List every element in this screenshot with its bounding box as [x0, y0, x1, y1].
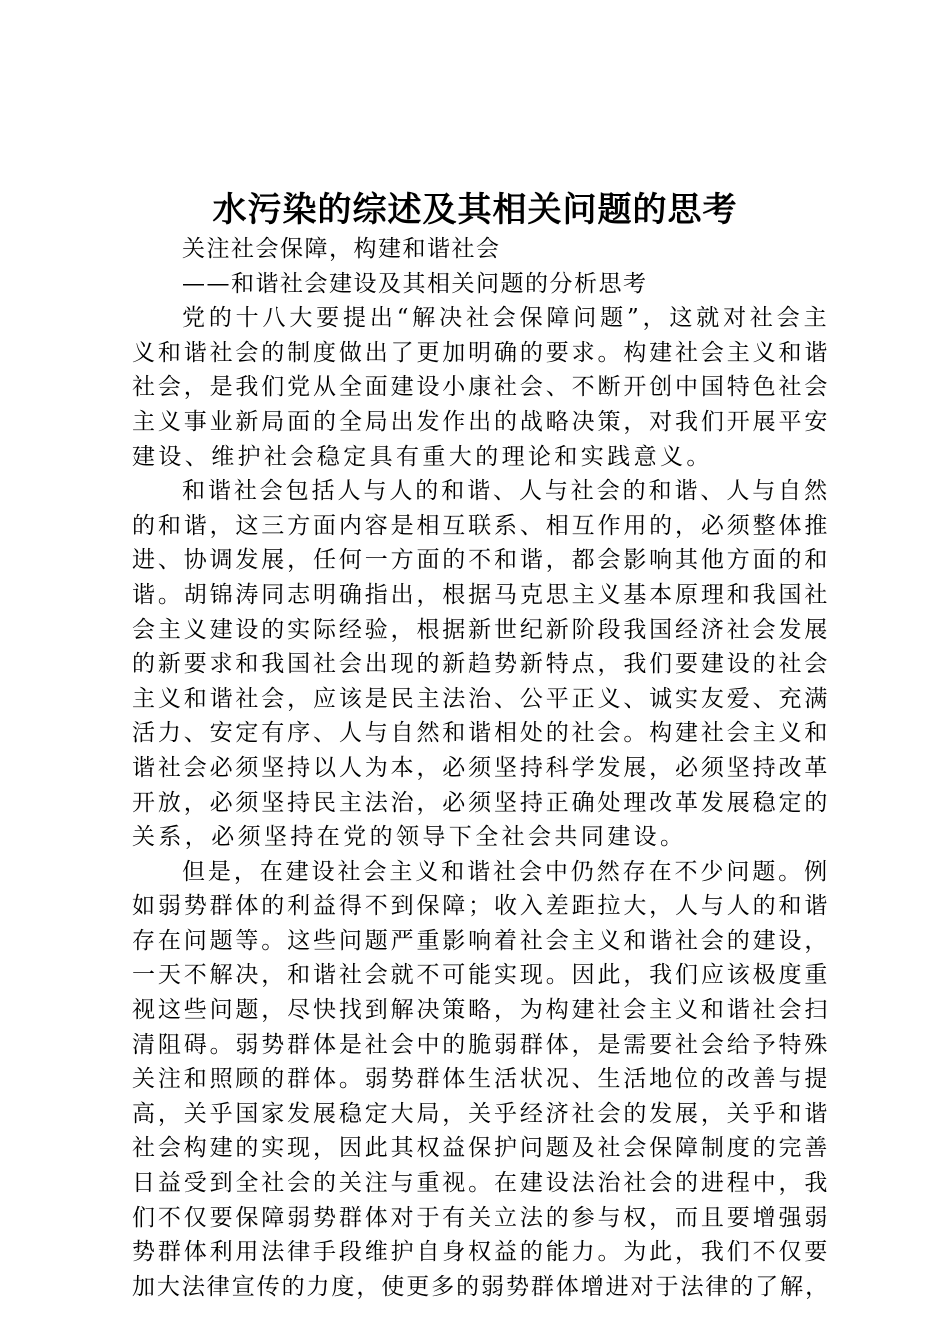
text-line: 和谐社会包括人与人的和谐、人与社会的和谐、人与自然: [182, 478, 830, 505]
text-line: 进、协调发展，任何一方面的不和谐，都会影响其他方面的和: [132, 547, 830, 574]
text-line: 视这些问题，尽快找到解决策略，为构建社会主义和谐社会扫: [132, 997, 830, 1024]
text-line: 关注社会保障，构建和谐社会: [182, 236, 501, 262]
text-line: 谐社会必须坚持以人为本，必须坚持科学发展，必须坚持改革: [132, 754, 830, 781]
text-line: 势群体利用法律手段维护自身权益的能力。为此，我们不仅要: [132, 1239, 830, 1266]
text-line: 但是，在建设社会主义和谐社会中仍然存在不少问题。例: [182, 858, 830, 885]
text-line: 关系，必须坚持在党的领导下全社会共同建设。: [132, 824, 687, 851]
text-line: ——和谐社会建设及其相关问题的分析思考: [182, 270, 648, 297]
text-line: 主义事业新局面的全局出发作出的战略决策，对我们开展平安: [132, 408, 830, 435]
text-line: 会主义建设的实际经验，根据新世纪新阶段我国经济社会发展: [132, 616, 830, 643]
text-line: 建设、维护社会稳定具有重大的理论和实践意义。: [132, 443, 713, 470]
text-line: 社会构建的实现，因此其权益保护问题及社会保障制度的完善: [132, 1135, 830, 1162]
text-line: 主义和谐社会，应该是民主法治、公平正义、诚实友爱、充满: [132, 685, 830, 712]
text-line: 社会，是我们党从全面建设小康社会、不断开创中国特色社会: [132, 374, 830, 401]
text-line: 开放，必须坚持民主法治，必须坚持正确处理改革发展稳定的: [132, 789, 830, 816]
text-line: 的新要求和我国社会出现的新趋势新特点，我们要建设的社会: [132, 651, 830, 678]
text-line: 一天不解决，和谐社会就不可能实现。因此，我们应该极度重: [132, 962, 830, 989]
text-line: 们不仅要保障弱势群体对于有关立法的参与权，而且要增强弱: [132, 1204, 830, 1231]
text-line: 党的十八大要提出“解决社会保障问题”，这就对社会主: [182, 305, 830, 332]
text-line: 谐。胡锦涛同志明确指出，根据马克思主义基本原理和我国社: [132, 581, 830, 608]
text-line: 高，关乎国家发展稳定大局，关乎经济社会的发展，关乎和谐: [132, 1100, 830, 1127]
text-line: 关注和照顾的群体。弱势群体生活状况、生活地位的改善与提: [132, 1066, 830, 1093]
text-line: 日益受到全社会的关注与重视。在建设法治社会的进程中，我: [132, 1170, 830, 1197]
text-line: 活力、安定有序、人与自然和谐相处的社会。构建社会主义和: [132, 720, 830, 747]
text-line: 加大法律宣传的力度，使更多的弱势群体增进对于法律的了解，: [132, 1273, 830, 1300]
document-title: 水污染的综述及其相关问题的思考: [212, 190, 738, 230]
text-line: 义和谐社会的制度做出了更加明确的要求。构建社会主义和谐: [132, 339, 830, 366]
text-line: 如弱势群体的利益得不到保障；收入差距拉大，人与人的和谐: [132, 893, 830, 920]
document-body: [132, 232, 830, 1304]
text-line: 清阻碍。弱势群体是社会中的脆弱群体，是需要社会给予特殊: [132, 1031, 830, 1058]
text-line: 的和谐，这三方面内容是相互联系、相互作用的，必须整体推: [132, 512, 830, 539]
text-line: 存在问题等。这些问题严重影响着社会主义和谐社会的建设，: [132, 927, 830, 954]
